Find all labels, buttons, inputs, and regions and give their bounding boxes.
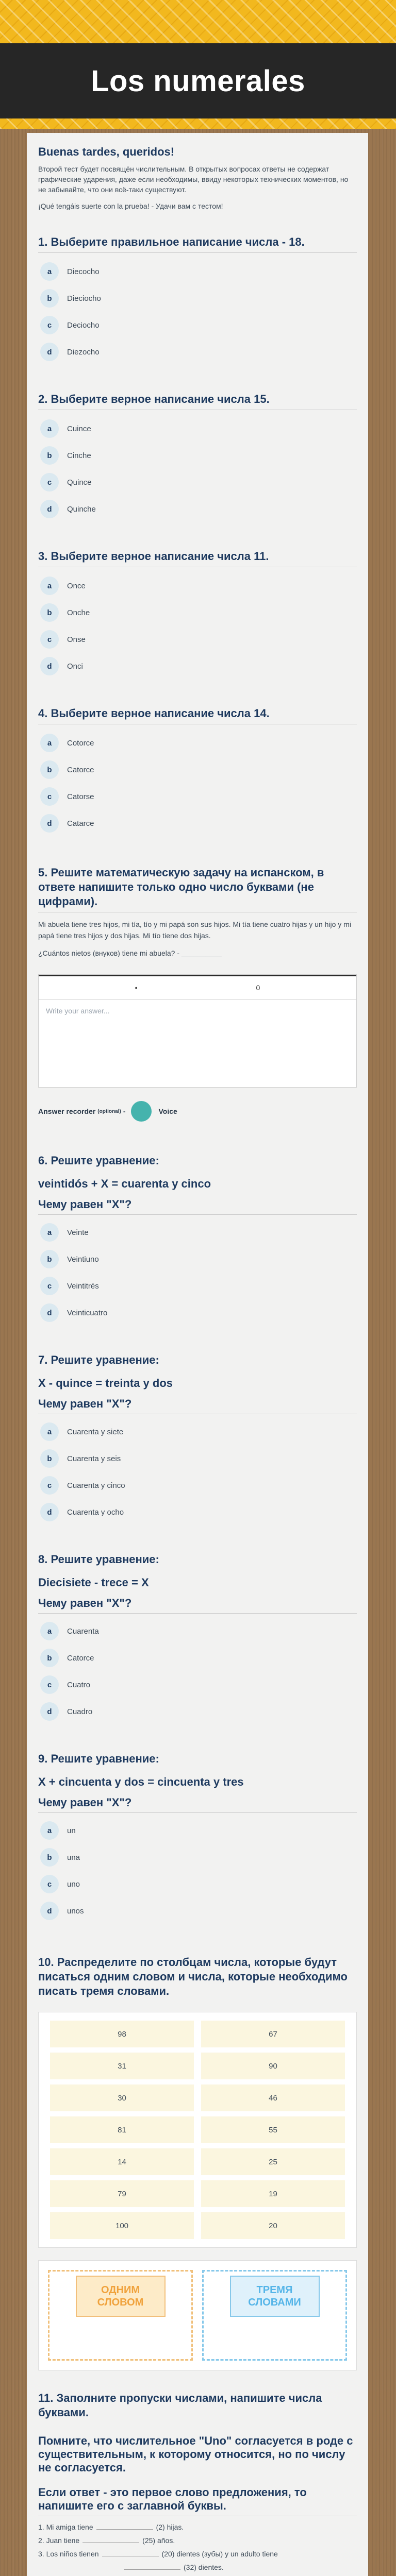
- answer-recorder: Answer recorder (optional) - Voice: [38, 1101, 357, 1122]
- option-label: Cuatro: [67, 1680, 91, 1689]
- question-title: 5. Решите математическую задачу на испанском, в ответе напишите только одно число буквами (не цифрами).: [38, 866, 357, 912]
- option-letter: d: [40, 1702, 59, 1721]
- option-letter: c: [40, 630, 59, 649]
- question-7: [38, 1353, 357, 1526]
- question-3: [38, 549, 357, 680]
- fill-line: [38, 2561, 357, 2574]
- option-label: Deciocho: [67, 320, 100, 330]
- drop-zone-one-word[interactable]: [48, 2270, 193, 2361]
- option-label: Catarce: [67, 819, 94, 828]
- intro: [38, 145, 357, 211]
- drop-zones: [38, 2260, 357, 2370]
- draggable-number[interactable]: 30: [50, 2084, 194, 2111]
- option-c[interactable]: [38, 1671, 357, 1698]
- option-letter: b: [40, 289, 59, 308]
- fill-suffix: (2) hijas.: [156, 2523, 184, 2531]
- blank-input[interactable]: [96, 2522, 153, 2530]
- question-10: [38, 1955, 357, 2370]
- question-title: 8. Решите уравнение:: [38, 1553, 159, 1566]
- option-label: Cuarenta y seis: [67, 1454, 121, 1463]
- option-label: Cuarenta y siete: [67, 1427, 124, 1436]
- option-label: Diezocho: [67, 347, 100, 357]
- question-title: 3. Выберите верное написание числа 11.: [38, 549, 357, 567]
- option-letter: a: [40, 734, 59, 752]
- draggable-number[interactable]: 14: [50, 2148, 194, 2175]
- question-5: [38, 866, 357, 1122]
- option-label: Onche: [67, 608, 90, 617]
- draggable-number[interactable]: 19: [201, 2180, 345, 2207]
- equation: X + cincuenta y dos = cincuenta y tres: [38, 1775, 244, 1788]
- draggable-number[interactable]: 98: [50, 2021, 194, 2047]
- answer-input[interactable]: Write your answer...: [46, 1007, 110, 1015]
- title-band: [0, 43, 396, 118]
- draggable-number[interactable]: 100: [50, 2212, 194, 2239]
- option-b[interactable]: [38, 1844, 357, 1871]
- toolbar-count: 0: [256, 984, 260, 992]
- option-letter: c: [40, 787, 59, 806]
- equation: X - quince = treinta y dos: [38, 1377, 173, 1389]
- option-letter: d: [40, 1503, 59, 1521]
- draggable-number[interactable]: 81: [50, 2116, 194, 2143]
- option-c[interactable]: [38, 1871, 357, 1897]
- option-b[interactable]: [38, 756, 357, 783]
- question-title: 4. Выберите верное написание числа 14.: [38, 706, 357, 724]
- question-9: [38, 1752, 357, 1924]
- option-label: uno: [67, 1879, 80, 1889]
- option-label: Veintiuno: [67, 1255, 99, 1264]
- number-grid-box: [38, 2012, 357, 2248]
- option-label: Catorce: [67, 1653, 94, 1663]
- option-label: Catorse: [67, 792, 94, 801]
- option-letter: b: [40, 760, 59, 779]
- option-label: un: [67, 1826, 76, 1835]
- option-letter: d: [40, 1902, 59, 1920]
- equation: Diecisiete - trece = X: [38, 1576, 149, 1589]
- option-label: Dieciocho: [67, 294, 101, 303]
- option-letter: d: [40, 1303, 59, 1322]
- option-label: Cotorce: [67, 738, 94, 748]
- option-label: Veinticuatro: [67, 1308, 108, 1317]
- drop-zone-label: ТРЕМЯ СЛОВАМИ: [230, 2276, 320, 2317]
- option-letter: b: [40, 1848, 59, 1867]
- option-label: Cuarenta y cinco: [67, 1481, 125, 1490]
- blank-input[interactable]: [124, 2562, 180, 2570]
- option-label: Cuince: [67, 424, 91, 433]
- question-11: [38, 2391, 357, 2576]
- question-title: 1. Выберите правильное написание числа - 18.: [38, 235, 357, 253]
- option-d[interactable]: [38, 1897, 357, 1924]
- draggable-number[interactable]: 46: [201, 2084, 345, 2111]
- option-letter: b: [40, 1250, 59, 1268]
- option-label: Cuarenta: [67, 1626, 99, 1636]
- option-letter: a: [40, 1622, 59, 1640]
- option-c[interactable]: [38, 1273, 357, 1299]
- question-title: 7. Решите уравнение:: [38, 1353, 159, 1366]
- question-title: 10. Распределите по столбцам числа, которые будут писаться одним словом и числа, которые необходимо писать тремя словами.: [38, 1956, 348, 1997]
- record-button[interactable]: [131, 1101, 152, 1122]
- question-ask: Чему равен "X"?: [38, 1198, 357, 1215]
- fill-suffix: (32) dientes.: [184, 2563, 224, 2571]
- toolbar-bullet[interactable]: •: [135, 984, 138, 992]
- fill-suffix: (25) años.: [142, 2536, 175, 2545]
- question-title: 6. Решите уравнение:: [38, 1154, 159, 1167]
- answer-toolbar: [39, 975, 356, 999]
- option-a[interactable]: [38, 1219, 357, 1246]
- option-label: unos: [67, 1906, 84, 1916]
- fill-line: [38, 2574, 357, 2576]
- option-letter: a: [40, 419, 59, 438]
- option-letter: c: [40, 473, 59, 492]
- option-c[interactable]: [38, 783, 357, 810]
- option-label: Veinte: [67, 1228, 89, 1237]
- question-8: [38, 1552, 357, 1725]
- option-d[interactable]: [38, 810, 357, 837]
- option-c[interactable]: [38, 1472, 357, 1499]
- option-b[interactable]: [38, 1445, 357, 1472]
- option-label: Catorce: [67, 765, 94, 774]
- option-label: Quinche: [67, 504, 96, 514]
- option-label: Quince: [67, 478, 92, 487]
- intro-wish: ¡Qué tengáis suerte con la prueba! - Удачи вам с тестом!: [38, 202, 223, 210]
- blank-input[interactable]: [102, 2549, 159, 2556]
- option-d[interactable]: [38, 496, 357, 522]
- option-a[interactable]: [38, 415, 357, 442]
- option-a[interactable]: [38, 730, 357, 756]
- recorder-optional: (optional): [97, 1108, 121, 1114]
- question-1: [38, 235, 357, 365]
- option-letter: b: [40, 1449, 59, 1468]
- option-label: una: [67, 1853, 80, 1862]
- option-letter: d: [40, 657, 59, 675]
- drop-zone-label: ОДНИМ СЛОВОМ: [76, 2276, 166, 2317]
- option-letter: c: [40, 1476, 59, 1495]
- option-label: Onse: [67, 635, 86, 644]
- option-c[interactable]: [38, 469, 357, 496]
- option-letter: a: [40, 577, 59, 595]
- fill-line: [38, 2534, 357, 2547]
- question-4: [38, 706, 357, 837]
- option-b[interactable]: [38, 1645, 357, 1671]
- question-ask: Чему равен "X"?: [38, 1796, 357, 1813]
- voice-label: Voice: [158, 1107, 177, 1115]
- intro-greeting: Buenas tardes, queridos!: [38, 145, 175, 158]
- number-grid: [50, 2021, 345, 2239]
- option-a[interactable]: [38, 572, 357, 599]
- option-letter: c: [40, 1675, 59, 1694]
- option-label: Veintitrés: [67, 1281, 99, 1291]
- quiz-sheet: [27, 133, 368, 2576]
- fill-lines: [38, 2520, 357, 2576]
- question-ask: Чему равен "X"?: [38, 1397, 357, 1414]
- option-b[interactable]: [38, 285, 357, 312]
- question-6: [38, 1154, 357, 1326]
- rule-text-2: Если ответ - это первое слово предложения, то напишите его с заглавной буквы.: [38, 2486, 357, 2516]
- option-label: Onci: [67, 662, 83, 671]
- option-label: Diecocho: [67, 267, 100, 276]
- problem-text: Mi abuela tiene tres hijos, mi tía, tío y mi papá son sus hijos. Mi tía tiene cuatro hijas y un hijo y mi papá tiene tres hijos y dos hijas. Mi tío tiene dos hijas.: [38, 920, 351, 940]
- option-d[interactable]: [38, 338, 357, 365]
- option-letter: d: [40, 814, 59, 833]
- option-letter: a: [40, 1223, 59, 1242]
- question-title: 11. Заполните пропуски числами, напишите числа буквами.: [38, 2392, 322, 2419]
- option-letter: d: [40, 343, 59, 361]
- draggable-number[interactable]: 55: [201, 2116, 345, 2143]
- problem-question: ¿Cuántos nietos (внуков) tiene mi abuela? - __________: [38, 949, 222, 957]
- question-title: 2. Выберите верное написание числа 15.: [38, 392, 357, 410]
- question-title: 9. Решите уравнение:: [38, 1752, 159, 1765]
- option-letter: b: [40, 446, 59, 465]
- option-b[interactable]: [38, 599, 357, 626]
- drop-zone-three-words[interactable]: [202, 2270, 347, 2361]
- page-title: Los numerales: [91, 64, 305, 98]
- draggable-number[interactable]: 90: [201, 2053, 345, 2079]
- question-2: [38, 392, 357, 522]
- draggable-number[interactable]: 67: [201, 2021, 345, 2047]
- option-letter: c: [40, 1875, 59, 1893]
- option-label: Once: [67, 581, 86, 590]
- option-letter: b: [40, 603, 59, 622]
- question-ask: Чему равен "X"?: [38, 1597, 357, 1614]
- answer-box: [38, 974, 357, 1088]
- option-letter: a: [40, 1422, 59, 1441]
- option-letter: c: [40, 1277, 59, 1295]
- option-letter: b: [40, 1649, 59, 1667]
- blank-input[interactable]: [82, 2535, 139, 2543]
- option-letter: a: [40, 262, 59, 281]
- option-b[interactable]: [38, 442, 357, 469]
- recorder-label: Answer recorder: [38, 1107, 96, 1115]
- option-a[interactable]: [38, 1817, 357, 1844]
- option-d[interactable]: [38, 653, 357, 680]
- rule-text: Помните, что числительное "Uno" согласуется в роде с существительным, к которому относится, но по числу не согласуется.: [38, 2434, 353, 2474]
- intro-text: Второй тест будет посвящён числительным. В открытых вопросах ответы не содержат графические ударения, даже если необходимы, ввиду некоторых технических моментов, но не забывайте, что они всё-таки существуют.: [38, 165, 349, 194]
- option-c[interactable]: [38, 312, 357, 338]
- fill-prefix: 2. Juan tiene: [38, 2536, 80, 2545]
- fill-suffix: (20) dientes (зубы) y un adulto tiene: [161, 2550, 278, 2558]
- draggable-number[interactable]: 25: [201, 2148, 345, 2175]
- option-letter: c: [40, 316, 59, 334]
- option-label: Cinche: [67, 451, 91, 460]
- draggable-number[interactable]: 20: [201, 2212, 345, 2239]
- option-label: Cuadro: [67, 1707, 93, 1716]
- option-label: Cuarenta y ocho: [67, 1507, 124, 1517]
- option-letter: a: [40, 1821, 59, 1840]
- draggable-number[interactable]: 31: [50, 2053, 194, 2079]
- fill-line: [38, 2547, 357, 2561]
- option-a[interactable]: [38, 1418, 357, 1445]
- option-a[interactable]: [38, 258, 357, 285]
- option-letter: d: [40, 500, 59, 518]
- option-b[interactable]: [38, 1246, 357, 1273]
- equation: veintidós + X = cuarenta y cinco: [38, 1177, 211, 1190]
- option-d[interactable]: [38, 1299, 357, 1326]
- fill-prefix: 1. Mi amiga tiene: [38, 2523, 93, 2531]
- option-d[interactable]: [38, 1698, 357, 1725]
- option-d[interactable]: [38, 1499, 357, 1526]
- fill-line: [38, 2520, 357, 2534]
- option-c[interactable]: [38, 626, 357, 653]
- fill-prefix: 3. Los niños tienen: [38, 2550, 99, 2558]
- option-a[interactable]: [38, 1618, 357, 1645]
- draggable-number[interactable]: 79: [50, 2180, 194, 2207]
